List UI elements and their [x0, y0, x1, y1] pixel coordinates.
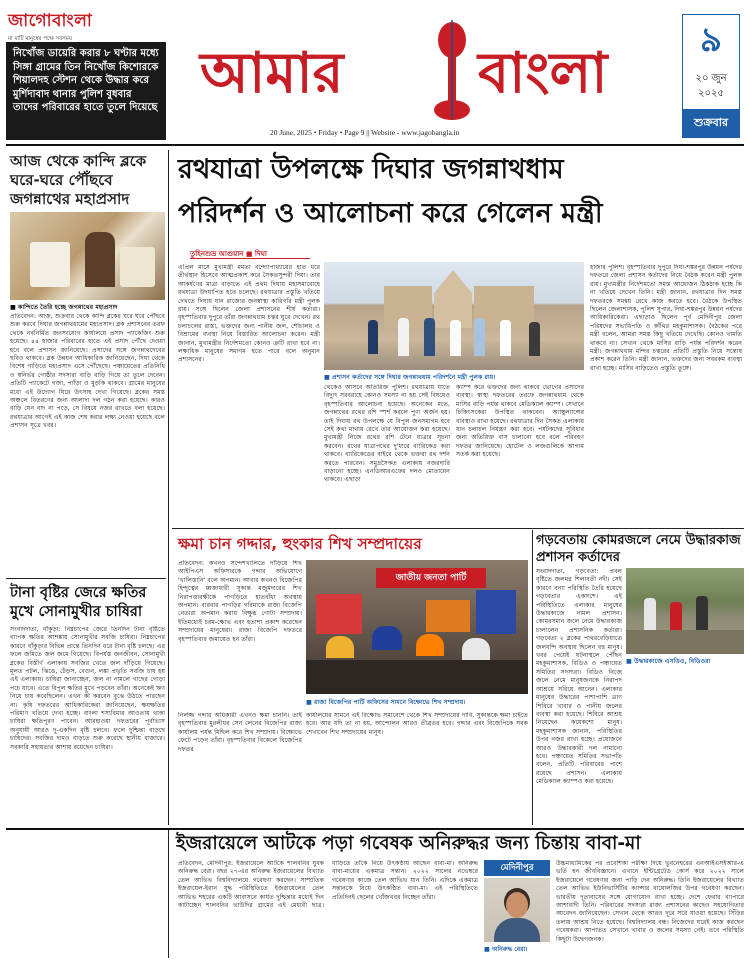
main-body-col4: হাজার পুলিশ। বৃহস্পতিবার দুপুরে দিঘা-শঙ্করপুর উন্নয়ন পর্ষদের দফতরে জেলা প্রশাসন কর্তাদের নিয়ে বৈঠক করেন মন্ত্রী পুলক রায়। মুখ্যমন্ত্রীর নির্দেশমতো সমস্ত আয়োজন ঠিকঠাক হচ্ছে কি না খতিয়ে দেখেন তিনি। মন্ত্রী জানান, রথযাত্রার দিন সমস্ত দফতরকে সমন্বয় রেখে কাজ করতে হবে। বৈঠকে উপস্থিত ছিলেন জেলাশাসক, পুলিশ সুপার, দিঘা-শঙ্করপুর উন্নয়ন পর্ষদের আধিকারিকেরা। এছাড়াও ছিলেন পূর্ব মেদিনীপুর জেলা পরিষদের সভাধিপতি ও কাঁথির মহকুমাশাসক। বৈঠকের পরে মন্ত্রী বলেন, আমরা সমস্ত কিছু খতিয়ে দেখেছি। কোনও খামতি থাকবে না। সেখান থেকে মাসির বাড়ি পর্যন্ত পরিদর্শন করেন মন্ত্রী। জগন্নাথধাম মন্দির চত্বরের প্রতিটি প্রস্তুতি নিয়ে সন্তোষ প্রকাশ করেন তিনি। মন্ত্রী জানান, ভক্তদের জন্য সবরকম ব্যবস্থা রাখা হচ্ছে। মাসির বাড়িতেও প্রস্তুতি তুঙ্গে।	[590, 264, 742, 372]
sikh-photo-caption: ■ রাজ্য বিজেপির পার্টি অফিসের সামনে বিক্ষোভে শিখ সম্প্রদায়।	[306, 699, 466, 706]
israel-photo-caption: ■ অনিরুদ্ধ বেরা।	[484, 946, 528, 953]
rescue-body: সংবাদদাতা, গড়বেতা: প্রবল বৃষ্টিতে জলমগ্ন শিলাবতী নদী। সেই কারণে বন্যা পরিস্থিতি তৈরি হয়েছে গড়বেতার একাংশে। এই পরিস্থিতিতে এলাকার মানুষের উদ্ধারকাজে নামল প্রশাসন। কোমরসমান জলে নেমে উদ্ধারকাজ চালালেন প্রশাসনিক কর্তারা। গড়বেতা ২ ব্লকের পাথরবেড়িয়াতে জলবন্দি অবস্থায় ছিলেন বহু মানুষ। খবর পেয়েই ঘটনাস্থলে পৌঁছন মহকুমাশাসক, বিডিও ও পঞ্চায়েত সমিতির সদস্যরা। বিডিও নিজে জলে নেমে মানুষজনকে নিরাপদ আশ্রয়ে সরিয়ে আনেন। এলাকার মানুষের উদ্ধারের পাশাপাশি ত্রাণ শিবিরে খাবার ও পানীয় জলের ব্যবস্থা করা হয়েছে। শিবিরে আশ্রয় নিয়েছেন কয়েকশো মানুষ। মহকুমাশাসক জানান, পরিস্থিতির উপর নজর রাখা হচ্ছে। প্রয়োজনে আরও উদ্ধারকারী দল নামানো হবে। পঞ্চায়েত সমিতির সভাপতি বলেন, প্রতিটি পরিবারের পাশে রয়েছে প্রশাসন। এলাকায় মেডিক্যাল ক্যাম্পও করা হয়েছে।	[536, 568, 622, 786]
main-body-col1: এপ্রিল মাসে মুখ্যমন্ত্রী মমতা বন্দ্যোপাধ্যায়ের হাত ধরে তীর্থস্থান হিসেবে আত্মপ্রকাশ করে সৈকতসুন্দরী দিঘা। তার আকর্ষণের মাত্রা বাড়াতে এই প্রথম দিঘায় মহাসমারোহে রথযাত্রা উদযাপিত হতে চলেছে। রথযাত্রার প্রস্তুতি খতিয়ে দেখতে দিঘায় যান রাজ্যের জনস্বাস্থ্য কারিগরি মন্ত্রী পুলক রায়। সঙ্গে ছিলেন জেলা প্রশাসনের শীর্ষ কর্তারা। বৃহস্পতিবার দুপুরে তাঁরা জগন্নাথধাম চত্বর ঘুরে দেখেন। রথ চলাচলের রাস্তা, ভক্তদের জন্য পানীয় জল, শৌচালয় ও বিশ্রামের ব্যবস্থা নিয়ে বিস্তারিত আলোচনা করেন। মন্ত্রী জানান, মুখ্যমন্ত্রীর নির্দেশমতো কোনও ত্রুটি রাখা হবে না। লক্ষাধিক মানুষের সমাগম হতে পারে বলে অনুমান প্রশাসনের।	[178, 264, 320, 364]
main-body-col2: থেকেও আসবে অতিরিক্ত পুলিশ। রথযাত্রায় যাতে বিদ্যুৎ সরবরাহে কোনও সমস্যা না হয় সেই বিষয়েও বৃহস্পতিবার আলোচনা হয়েছে। অনেকের মতে, জগন্নাথের রথের রশি স্পর্শ করলে পুণ্য অর্জন হয়। তাই দিঘায় রথ উপলক্ষে যে বিপুল জনসমাগম হবে সেই কথা মাথায় রেখে তার আয়োজন করা হয়েছে। মুখ্যমন্ত্রী নিজে রথের রশি টেনে যাত্রার সূচনা করবেন। রথের যাত্রাপথের দু'ধারে ব্যারিকেড করা থাকবে। ব্যারিকেডের বাইরে থেকে ভক্তরা রথ দর্শন করতে পারবেন। সমুদ্রসৈকত এলাকায় নজরদারি বাড়ানো হচ্ছে। এনডিআরএফের দলও মোতায়েন থাকবে। এছাড়া	[324, 384, 450, 484]
day-bn: শুক্রবার	[683, 109, 739, 137]
israel-body-mid-text: সেখান থেকে আরও দূরে সরে যাওয়া হয়েছে। সিঁড়ির তলায় আশ্রয় নিতে হয়েছে। বিশ্ববিদ্যালয় বন্ধ। নিজেদের ঘরেই কাজ করছেন গবেষকরা। আপাতত সেখানে খাবার ও জলের সমস্যা নেই। তবে পরিস্থিতি কিছুটা উদ্বেগজনক।	[556, 910, 744, 943]
sikh-headline: ক্ষমা চান গদ্দার, হুংকার শিখ সম্প্রদায়ের	[178, 535, 422, 553]
dateline: 20 June, 2025 • Friday • Page 9 || Website - www.jagobangla.in	[270, 128, 460, 137]
sikh-photo	[306, 560, 528, 694]
israel-photo	[484, 878, 550, 942]
jago-logo-tagline: মা মাটি মানুষের পক্ষে সবসময়	[8, 36, 73, 42]
israel-body-right: উচ্চমাধ্যমিকের পর প্রবেশিকা পরীক্ষা দিয়ে ভুবনেশ্বরের এনআইএসইআর-এ ভর্তি হন জীববিজ্ঞানে। এখানে ইন্টিগ্রেটেড কোর্স করে ২০২২ সালে ইজরায়েলে গবেষণার জন্য পাড়ি দেন অনিরুদ্ধ। তিনি ইজরায়েলের বিখ্যাত তেল আভিভ ইউনিভার্সিটির ক্যান্সার বায়োলজির উপর গবেষণা করছেন। ভারতীয় দূতাবাসের সঙ্গে যোগাযোগ রাখা হচ্ছে। দেশে ফেরার ব্যাপারে আশাবাদী তিনি। পরিবারের সদস্যরা রাজ্য প্রশাসনের কাছেও সহযোগিতার আবেদন জানিয়েছেন। সেখান থেকে আরও দূরে সরে যাওয়া হয়েছে। সিঁড়ির তলায় আশ্রয় নিতে হয়েছে। বিশ্ববিদ্যালয় বন্ধ। নিজেদের ঘরেই কাজ করছেন গবেষকরা। আপাতত সেখানে খাবার ও জলের সমস্যা নেই। তবে পরিস্থিতি কিছুটা উদ্বেগজনক।	[556, 860, 744, 943]
sikh-body-left: প্রতিবেদন: কখনও সন্দেশখালিতে দাঁড়িয়ে শিখ আইপিএস অফিসারকে গদ্দার অভিযোগে 'খালিস্তানি' বলে অপমান। আবার কখনও বিজেপির হিন্দুত্বের ধ্বজাধারী সুকান্ত মজুমদারের শিখ নিরাপত্তারক্ষীকে পাগড়িতে হাতবাঁধা অবস্থায় অপমান। বারবার পাগড়ির গরিমাকে রাজ্য বিজেপি নেতারা অপমান করায় বিক্ষুব্ধ গোটা সম্প্রদায়। ইতিমধ্যেই চরম-ক্ষোভ এবং হতাশা প্রকাশ করেছেন সম্প্রদায়ের মানুষেরা। রাজ্য বিজেপি দফতরে বৃহস্পতিবার জমায়েত হন তাঁরা।	[178, 560, 302, 643]
logo-amar: আমার	[200, 40, 344, 106]
date-bn: ২০ জুন ২০২৫	[695, 73, 727, 99]
kandi-body: প্রতিবেদন: আজ, শুক্রবার থেকে কান্দি ব্লকের ঘরে ঘরে পৌঁছবে শুরু করবে দিঘার জগন্নাথধামের মহাপ্রসাদ। ব্লক প্রশাসনের তরফ থেকে নবনির্মিত জনসংযোগ কার্যালয়ে প্রসাদ প্যাকেজিং শুরু হয়েছে। ৪৪ হাজার পরিবারের হাতে এই প্রসাদ পৌঁছে দেওয়া হবে বলে প্রশাসন জানিয়েছে। প্রসাদের সঙ্গে জগন্নাথদেবের ছবিও থাকবে। ব্লক উন্নয়ন আধিকারিক জানিয়েছেন, দিঘা থেকে বিশেষ গাড়িতে মহাপ্রসাদ এসে পৌঁছেছে। পঞ্চায়েতের প্রতিনিধি ও স্বনির্ভর গোষ্ঠীর সদস্যরা বাড়ি বাড়ি গিয়ে তা তুলে দেবেন। প্রতিটি প্যাকেটে গজা, প্যাঁড়া ও মুড়কি থাকবে। গ্রামের মানুষের মধ্যে এই উদ্যোগ ঘিরে উৎসাহ দেখা গিয়েছে। ব্লকের সমস্ত অঞ্চলে বিতরণের জন্য আলাদা দল গঠন করা হয়েছে। কারও বাড়ি যেন বাদ না পড়ে, সে বিষয়ে নজর রাখতে বলা হয়েছে। রথযাত্রার আগেই এই কাজ শেষ করার লক্ষ্য নেওয়া হয়েছে বলে প্রশাসন সূত্রে খবর।	[10, 313, 165, 430]
kandi-caption: ■ কান্দিতে তৈরি হচ্ছে জগন্নাথের মহাপ্রসাদ	[10, 304, 118, 311]
top-brief-text: নিখোঁজ ডায়েরি করার ৮ ঘণ্টার মধ্যে সিঙ্গা গ্রামের তিন নিখোঁজ কিশোরকে শিয়ালদহ স্টেশন থেকে উদ্ধার করে মুর্শিদাবাদ থানার পুলিশ বুধবার তাদের পরিবারের হাতে তুলে দিয়েছে	[13, 48, 159, 113]
main-headline-line2: পরিদর্শন ও আলোচনা করে গেলেন মন্ত্রী	[178, 198, 603, 229]
sikh-body-bottom-right: কার্যালয়ের সামনে এই বিক্ষোভ সমাবেশে থেকে শিখ সম্প্রদায়ের দাবি, সুকান্তকে ক্ষমা চাইতে হবে। আর যদি তা না হয়, আন্দোলন আরও তীব্রতর হবে। গদ্দার এবং বিজেপিকে সবক শেখাবেন শিখ সম্প্রদায়ের মানুষ।	[306, 712, 528, 736]
main-byline: তুহিনশুভ্র আগুয়ান ■ দিঘা	[190, 250, 267, 258]
kandi-headline: আজ থেকে কান্দি ব্লকে ঘরে-ঘরে পৌঁছবে জগন্নাথের মহাপ্রসাদ	[10, 152, 147, 208]
main-photo	[324, 262, 584, 370]
page-number: ৯	[699, 20, 723, 60]
page-number-box	[682, 14, 740, 138]
israel-headline: ইজরায়েলে আটকে পড়া গবেষক অনিরুদ্ধর জন্য চিন্তায় বাবা-মা	[176, 833, 641, 854]
jago-logo-text: জাগোবাংলা	[8, 11, 93, 31]
masthead-logo	[190, 10, 660, 125]
rain-body: সংবাদদাতা, বাঁকুড়া: নিম্নচাপের জেরে তিনদিন টানা বৃষ্টিতে ব্যাপক ক্ষতির আশঙ্কায় সোনামুখীর সবজি চাষিরা। নিম্নচাপের কারণে বাঁকুড়ার বিভিন্ন প্রান্তে তিনদিন ধরে টানা বৃষ্টি চলছে। এর ফলে জমিতে জল জমে গিয়েছে। বিপর্যস্ত জনজীবন, সোনামুখী ব্লকের বিস্তীর্ণ এলাকায় সবজির খেতে জল দাঁড়িয়ে গিয়েছে। মূলত পটল, ঝিঙে, ঢেঁড়স, বেগুন, লঙ্কা প্রভৃতি সবজি চাষ হয় এই এলাকায়। চাষিরা জানাচ্ছেন, জল না নামলে গাছের গোড়া পচে যাবে। এতে বিপুল ক্ষতির মুখে পড়বেন তাঁরা। অনেকেই ঋণ নিয়ে চাষ করেছিলেন। এখন কী করবেন বুঝে উঠতে পারছেন না। কৃষি দফতরের আধিকারিকেরা জানিয়েছেন, ক্ষয়ক্ষতির পরিমাণ খতিয়ে দেখা হচ্ছে। বাংলা শস্যবিমার আওতায় থাকা চাষিরা ক্ষতিপূরণ পাবেন। আবহাওয়া দফতরের পূর্বাভাস অনুযায়ী আরও দু-একদিন বৃষ্টি চলবে। ফলে দুশ্চিন্তা বাড়ছে চাষিদের। সবজির দামও বাড়তে শুরু করেছে স্থানীয় বাজারে। সরকারি সহায়তার আশায় রয়েছেন চাষিরা।	[10, 626, 165, 751]
kandi-photo	[10, 212, 165, 300]
sikh-sign-banner: জাতীয় জনতা পার্টি	[376, 568, 486, 588]
israel-section-tag: মেদিনীপুর	[484, 860, 550, 876]
israel-body-left: প্রতিবেদন, মেদিনীপুর: ইজরায়েলে আটকে শালবনির যুবক অনিরুদ্ধ বেরা। বছর ২৭-এর অনিরুদ্ধ ইজরায়েলের বিখ্যাত তেল আভিভ বিশ্ববিদ্যালয়ে গবেষণা করছেন। সাম্প্রতিক ইজরায়েল-ইরান যুদ্ধ পরিস্থিতিতে ইজরায়েলের তেল আভিভ শহরের একটি আবাসনে কার্যত দুশ্চিন্তার মধ্যেই দিন কাটাচ্ছেন শালবনির ভাউদির গ্রামের এই মেধাবী ছাত্র। বাড়িতে তাঁকে নিয়ে উৎকণ্ঠায় আছেন বাবা-মা। অনিরুদ্ধ বাবা-মায়ের একমাত্র সন্তান। ২০২২ সালের নভেম্বরে গবেষণার কাজে তেল আভিভ যান তিনি। এদিকে একমাত্র সন্তানকে নিয়ে উৎকণ্ঠিত বাবা-মা। এই পরিস্থিতিতে প্রতিদিনই ছেলের খোঁজখবর নিচ্ছেন তাঁরা।	[178, 860, 478, 910]
sikh-body-bottom-left: নির্লজ্জ গদ্দার অধিকারী এখনও ক্ষমা চাননি। তাই বৃহস্পতিবার মুরলীধর সেন লেনের বিজেপির রাজ্য কার্যালয় পর্যন্ত মিছিল করে শিখ সম্প্রদায়। বিক্ষোভে ফেটে পড়েন তাঁরা। বৃহস্পতিবার বিকেলে বিজেপির দফতর	[178, 712, 302, 753]
rescue-photo-caption: ■ উদ্ধারকাজে এসডিও, বিডিওরা	[626, 658, 711, 665]
rescue-photo	[626, 568, 744, 654]
main-headline-line1: রথযাত্রা উপলক্ষে দিঘার জগন্নাথধাম	[178, 154, 564, 185]
main-body-col3: ক্যাম্প করে ভক্তদের জন্য থাকবে ভোগের প্রসাদের ব্যবস্থা। স্বাস্থ্য দফতরের তরফে জগন্নাথধাম থেকে মাসির বাড়ি পর্যন্ত থাকবে মেডিক্যাল ক্যাম্প। সেখানে চিকিৎসকেরা উপস্থিত থাকবেন। অ্যাম্বুল্যান্সের ব্যবস্থাও রাখা হয়েছে। রথযাত্রার দিন সৈকত এলাকায় যান চলাচল নিয়ন্ত্রণ করা হবে। পর্যটকদের সুবিধার জন্য অতিরিক্ত বাস চালানো হবে বলে পরিবহণ দফতর জানিয়েছে। হোটেল ও লজগুলিকে আগাম সতর্ক করা হয়েছে।	[456, 384, 584, 459]
rain-body-continued	[10, 832, 165, 958]
logo-bangla: বাংলা	[478, 40, 608, 106]
jago-bangla-logo	[8, 8, 148, 42]
main-photo-caption: ■ প্রশাসন কর্তাদের সঙ্গে দিঘার জগন্নাথধাম পরিদর্শনে মন্ত্রী পুলক রায়।	[324, 374, 496, 381]
top-brief-box	[6, 42, 166, 140]
rescue-headline: গড়বেতায় কোমরজলে নেমে উদ্ধারকাজ প্রশাসন কর্তাদের	[536, 533, 741, 565]
rescue-body-right	[626, 668, 744, 824]
rain-headline: টানা বৃষ্টির জেরে ক্ষতির মুখে সোনামুখীর চাষিরা	[10, 585, 147, 620]
